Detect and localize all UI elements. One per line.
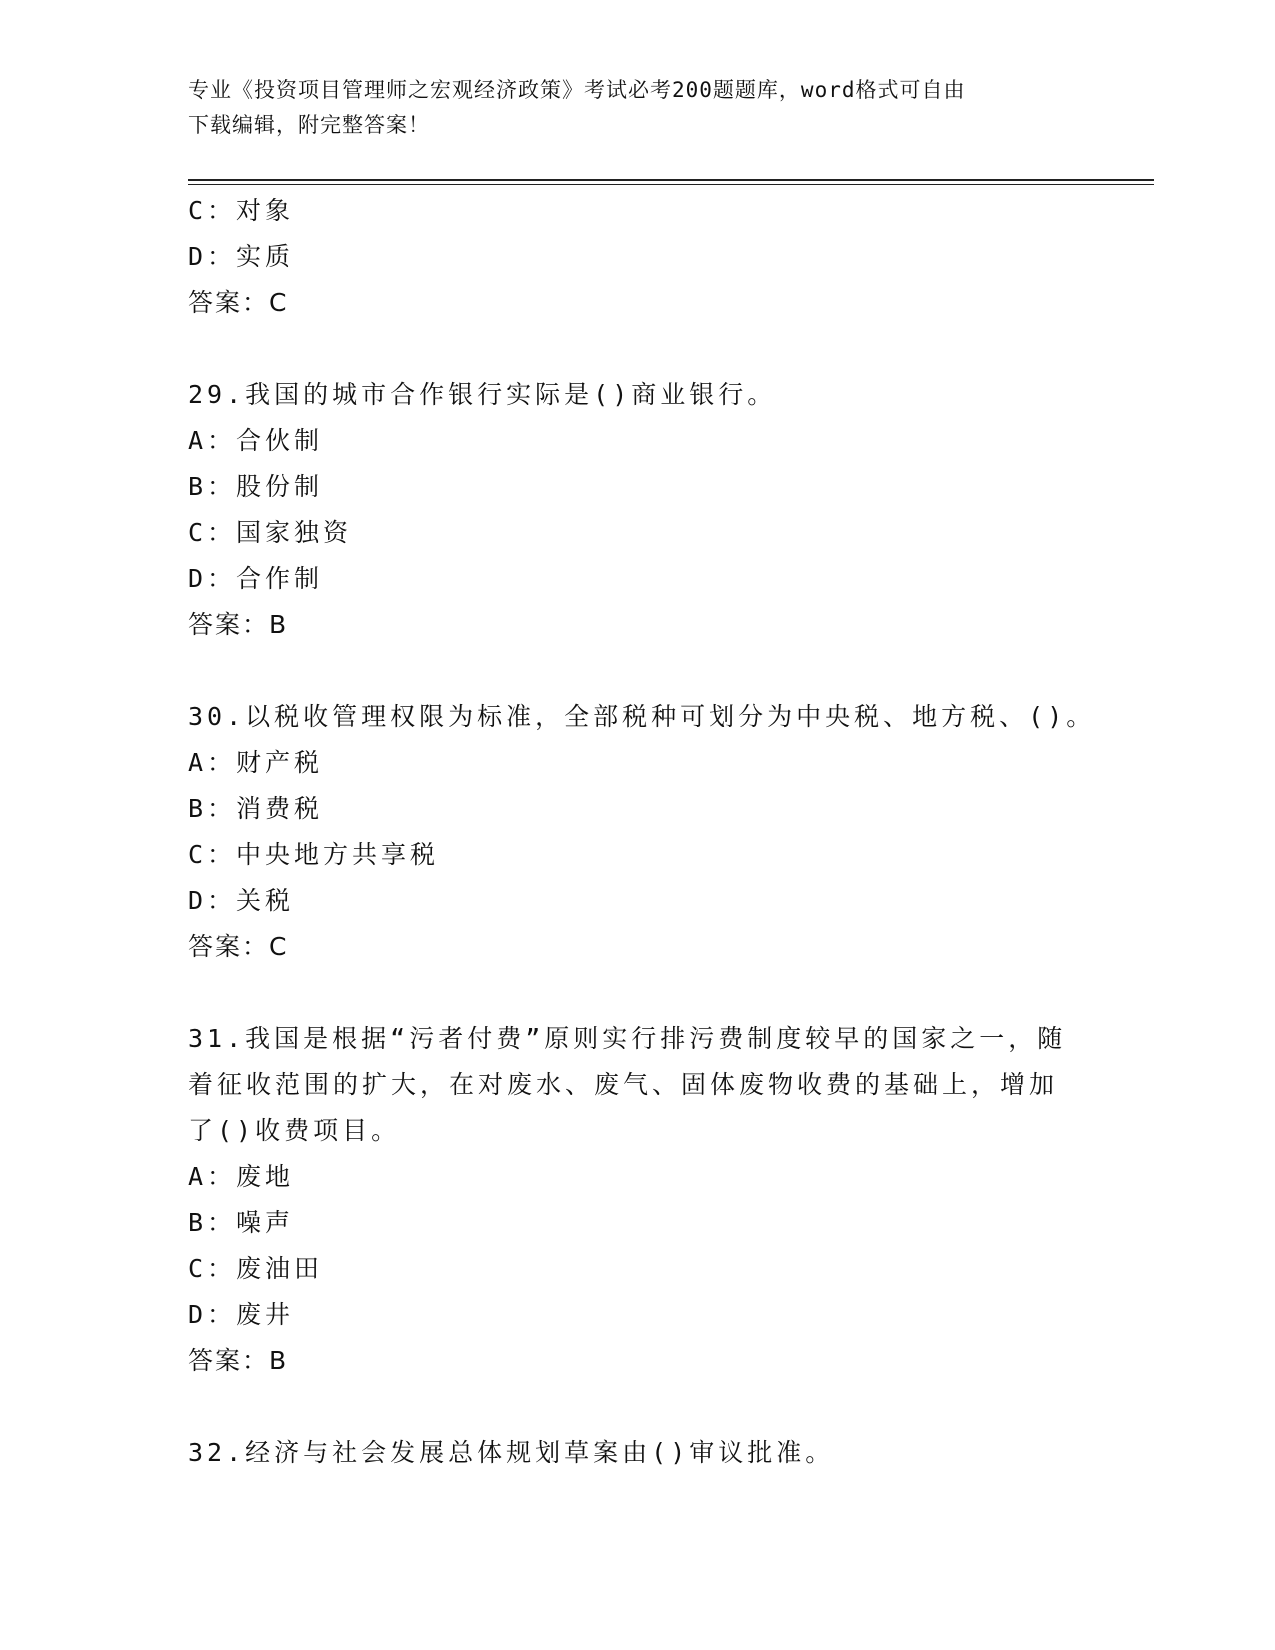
option-a: A：财产税 [188, 748, 324, 777]
answer-line: 答案：B [188, 1346, 289, 1375]
question-31 [188, 1016, 1088, 1384]
spacer [188, 970, 1088, 1016]
answer-line: 答案：C [188, 288, 289, 317]
option-a: A：废地 [188, 1162, 295, 1191]
option-a: A：合伙制 [188, 426, 324, 455]
question-32 [188, 1430, 1088, 1476]
header-divider-thin [188, 184, 1154, 185]
option-d: D：实质 [188, 242, 295, 271]
document-header [188, 73, 1068, 143]
question-29 [188, 372, 1088, 648]
option-b: B：消费税 [188, 794, 324, 823]
header-divider-thick [188, 179, 1154, 181]
answer-line: 答案：C [188, 932, 289, 961]
option-d: D：关税 [188, 886, 295, 915]
spacer [188, 326, 1088, 372]
question-text-line-2: 着征收范围的扩大，在对废水、废气、固体废物收费的基础上，增加 [188, 1070, 1059, 1099]
question-text-line-1: 31.我国是根据“污者付费”原则实行排污费制度较早的国家之一，随 [188, 1024, 1067, 1053]
option-c: C：对象 [188, 196, 295, 225]
spacer [188, 1384, 1088, 1430]
option-d: D：合作制 [188, 564, 324, 593]
header-line-2: 下载编辑，附完整答案！ [188, 113, 430, 137]
question-text: 29.我国的城市合作银行实际是()商业银行。 [188, 380, 777, 409]
question-text: 30.以税收管理权限为标准，全部税种可划分为中央税、地方税、()。 [188, 702, 1096, 731]
question-content [188, 188, 1096, 1476]
spacer [188, 648, 1088, 694]
option-c: C：国家独资 [188, 518, 353, 547]
answer-line: 答案：B [188, 610, 289, 639]
question-text-line-3: 了()收费项目。 [188, 1116, 401, 1145]
question-28-continued [188, 188, 1088, 326]
option-b: B：噪声 [188, 1208, 295, 1237]
option-c: C：中央地方共享税 [188, 840, 440, 869]
header-line-1: 专业《投资项目管理师之宏观经济政策》考试必考200题题库，word格式可自由 [188, 78, 966, 102]
option-d: D：废井 [188, 1300, 295, 1329]
option-c: C：废油田 [188, 1254, 324, 1283]
option-b: B：股份制 [188, 472, 324, 501]
question-30 [188, 694, 1096, 970]
question-text: 32.经济与社会发展总体规划草案由()审议批准。 [188, 1438, 835, 1467]
